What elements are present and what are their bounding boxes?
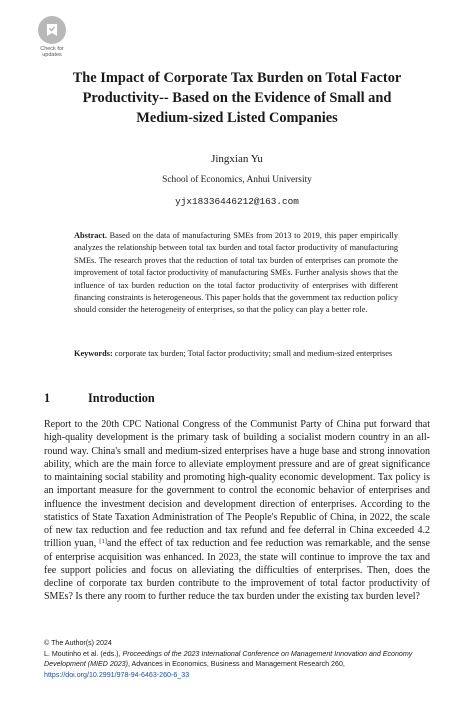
check-for-updates-badge[interactable] [33,16,71,58]
author-email[interactable]: yjx18336446212@163.com [175,196,299,207]
copyright-line: © The Author(s) 2024 [44,639,112,647]
title-line-1: The Impact of Corporate Tax Burden on Total Factor [72,70,402,86]
badge-text-line2: updates [42,52,62,58]
citation [44,649,444,670]
section-heading [44,391,155,406]
author-affiliation: School of Economics, Anhui University [162,175,312,185]
abstract [74,230,398,317]
citation-editors: L. Moutinho et al. (eds.), [44,649,123,658]
paper-title [40,68,434,128]
doi-link[interactable]: https://doi.org/10.2991/978-94-6463-260-6_33 [44,670,190,679]
abstract-text: Based on the data of manufacturing SMEs from 2013 to 2019, this paper empirically analyzes the relationship between total tax burden and total factor productivity of manufacturing SMEs. The research proves that the reduction of total tax burden of enterprises can promote the improvement of total factor productivity of manufacturing SMEs. Further analysis shows that the influence of tax burden reduction on the total factor productivity of enterprises with different financing constraints is heterogeneous. This paper holds that the government tax reduction policy should consider the heterogeneity of enterprises, so that the policy can play a better role. [74,231,398,315]
keywords-text: corporate tax burden; Total factor productivity; small and medium-sized enterprises [112,349,393,358]
body-paragraph [44,418,430,604]
body-text-part2: and the effect of tax reduction and fee reduction was remarkable, and the sense of enterprise acquisition was enhanced. In 2023, the state will continue to improve the tax and fee support policies and focus on alleviating the difficulties of enterprises. Then, does the decline of corporate tax burden contribute to the improvement of total factor productivity of SMEs? Is there any room to further reduce the tax burden under the existing tax burden level? [44,538,430,603]
citation-proceedings: Proceedings of the 2023 International Conference on Management Innovation and Economy Development (MIED 2023) [44,649,413,668]
citation-series: , Advances in Economics, Business and Management Research 260, [127,660,345,668]
keywords-label: Keywords: [74,349,113,358]
abstract-label: Abstract. [74,231,107,240]
body-text-part1: Report to the 20th CPC National Congress of the Communist Party of China put forward that high-quality development is the primary task of building a socialist modern country in an all-round way. China's small and medium-sized enterprises have a huge base and strong innovation ability, which are the main force to alleviate employment pressure and are of great significance to maintaining social stability and promoting high-quality economic development. Tax policy is an important measure for the government to control the economic behavior of enterprises and influence the investment decision and development direction of enterprises. According to the statistics of State Taxation Administration of The People's Republic of China, in 2022, the scale of new tax reduction and fee reduction and tax refund and fee deferral in China exceeded 4.2 trillion yuan, [44,419,430,550]
reference-link[interactable]: [1] [99,538,107,546]
author-name: Jingxian Yu [211,153,263,165]
badge-text-line1: Check for [40,46,64,52]
footer [44,638,444,680]
section-title: Introduction [88,391,155,405]
keywords [74,348,398,360]
check-for-updates-icon [38,16,66,44]
section-number: 1 [44,391,51,405]
title-line-2: Productivity-- Based on the Evidence of Small and [82,90,392,106]
title-line-3: Medium-sized Listed Companies [136,110,338,126]
